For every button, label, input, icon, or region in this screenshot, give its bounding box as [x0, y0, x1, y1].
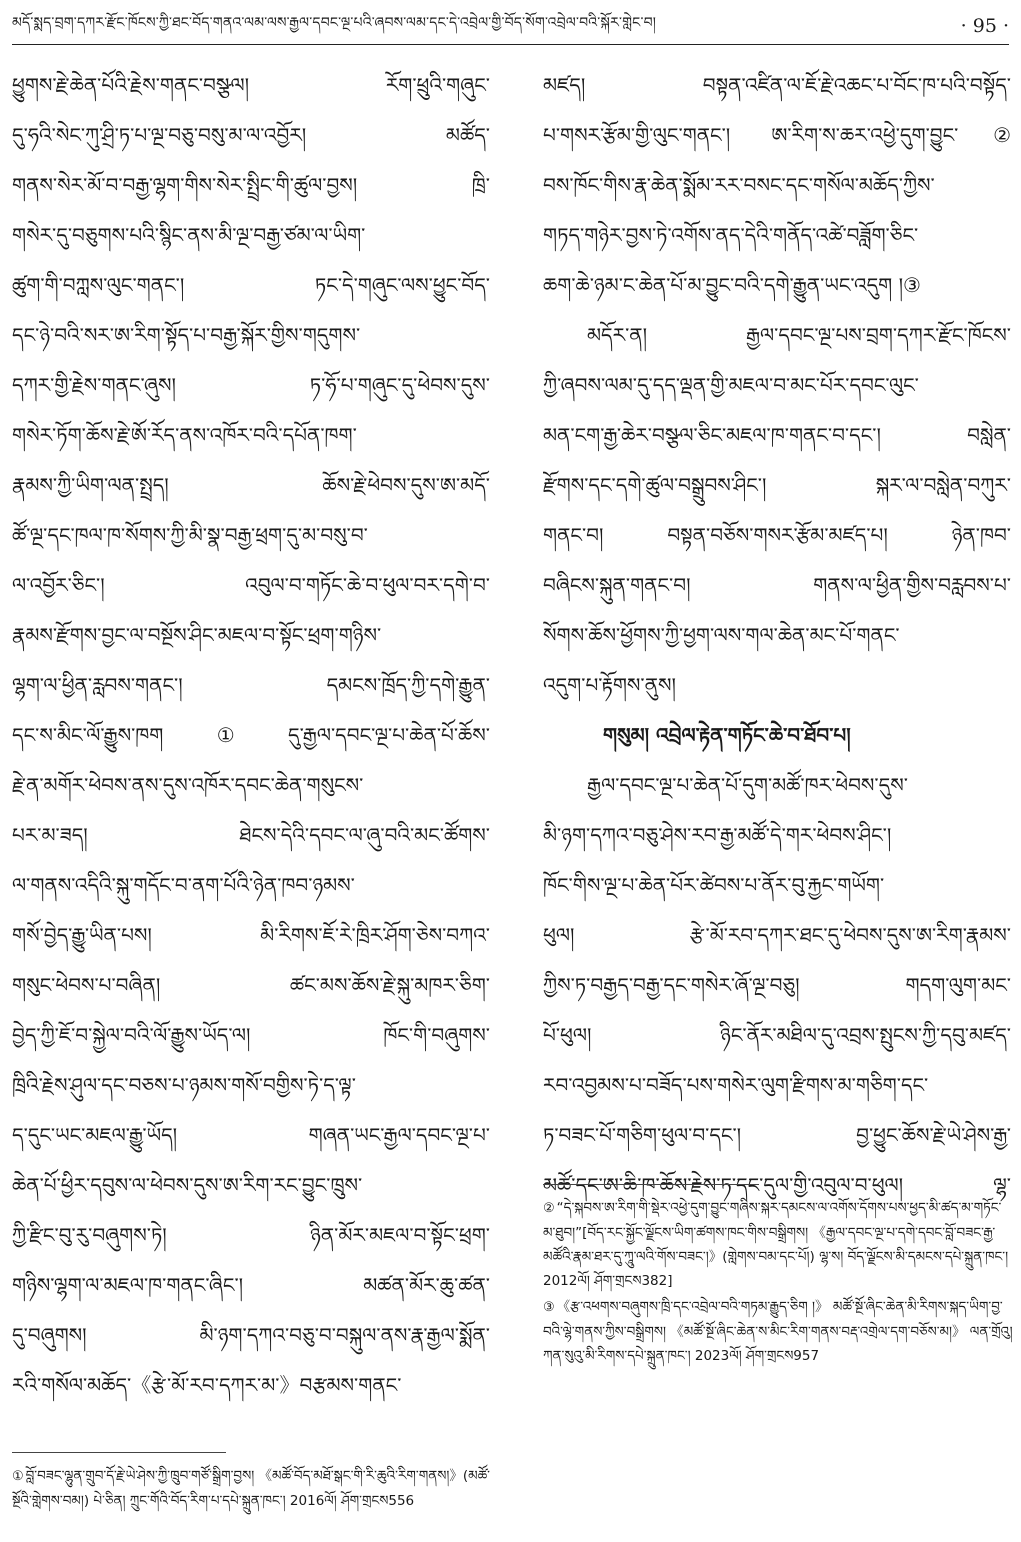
text-line: གནས་སེར་མོ་བ་བརྒྱ་ལྷག་གིས་སེར་སྤྲིང་གི་ཚུལ་བྱས། ཁྲི་ [12, 173, 490, 197]
text-line: ཆེན་པོ་ཕྱིར་དབུས་ལ་ཕེབས་དུས་ཨ་རིག་རང་བྱུང་ཁྲུས་ [12, 1173, 363, 1197]
footnote [543, 1196, 1013, 1293]
text-line: པོ་ཕུལ། ཉིང་ནོར་མཐིལ་དུ་འབྲས་སྤུངས་ཀྱི་དབུ་མཛད་ [543, 1023, 1011, 1047]
header-title: མདོ་སྨད་བྲག་དཀར་རྫོང་ཁོངས་ཀྱི་ཐང་བོད་གནའ་ལམ་ལས་རྒྱལ་དབང་ལྔ་པའི་ཞབས་ལམ་དང་དེ་འབྲེལ་གྱི་བོད་སོག་འབྲེལ་བའི་སྐོར་གླེང་བ། [12, 15, 657, 31]
text-line: དང་ཉེ་བའི་སར་ཨ་རིག་སྟོད་པ་བརྒྱ་སྐོར་གྱིས་གདུགས་ [12, 323, 361, 347]
text-line: ཚུག་གི་བཀླས་ལུང་གནང་། ཏང་དེ་གཞུང་ལས་ཕྱུང་བོད་ [12, 273, 490, 297]
text-line: ད་དུང་ཡང་མཇལ་རྒྱུ་ཡོད། གཞན་ཡང་རྒྱལ་དབང་ལྔ་པ་ [12, 1123, 490, 1147]
text-line: ཏ་བཟང་པོ་གཅིག་ཕུལ་བ་དང་། བྱ་ཕྱུང་ཆོས་རྗེ་ཡེ་ཤེས་རྒྱ་ [543, 1123, 1011, 1147]
footnote-marker: ② [543, 1201, 555, 1216]
text-line: མཚོ་དང་ཨ་ཆི་ཁ་ཆོས་རྗེས་ཏ་དང་དུལ་གྱི་འབུལ་བ་ཕུལ། ལྷ་ [543, 1173, 1011, 1197]
text-line: ལ་གནས་འདིའི་སྐུ་གདོང་བ་ནག་པོའི་ཉེན་ཁབ་ཉམས་ [12, 873, 355, 897]
left-column [12, 60, 490, 1410]
text-line: གསེར་དུ་བཅུགས་པའི་སྙིང་ནས་མི་ལྔ་བརྒྱ་ཙམ་ལ་ཡིག་ [12, 223, 366, 247]
text-line: རྣམས་རྫོགས་བྱང་ལ་བསྔོས་ཤིང་མཇལ་བ་སྟོང་ཕྲག་གཉིས་ [12, 623, 382, 647]
text-line: བྱེད་ཀྱི་ཇོ་བ་སྐྱེལ་བའི་ལོ་རྒྱུས་ཡོད་ལ། ཁོང་གི་བཞུགས་ [12, 1023, 490, 1047]
text-line: མན་ངག་རྒྱ་ཆེར་བསྩལ་ཅིང་མཇལ་ཁ་གནང་བ་དང་། བསླེན་ [543, 423, 1011, 447]
text-line: ཚོ་ལྔ་དང་ཁལ་ཁ་སོགས་ཀྱི་མི་སྣ་བརྒྱ་ཕྲག་དུ་མ་བསུ་བ་ [12, 523, 368, 547]
footnote [543, 1295, 1013, 1368]
text-line: བས་ཁོང་གིས་རྣ་ཆེན་སྨོམ་རར་བསང་དང་གསོལ་མཆོད་ཀྱིས་ [543, 173, 935, 197]
page-number: · 95 · [960, 15, 1009, 37]
text-line: དཀར་གྱི་རྗེས་གནང་ཞུས། ཏ་ཧོ་པ་གཞུང་དུ་ཕེབས་དུས་ [12, 373, 490, 397]
text-line: ཀྱི་ཞབས་ལམ་དུ་དད་ལྡན་གྱི་མཇལ་བ་མང་པོར་དབང་ལུང་ [543, 373, 919, 397]
text-line: གསུང་ཕེབས་པ་བཞིན། ཚང་མས་ཆོས་རྗེ་སྐུ་མཁར་ཅིག་ [12, 973, 490, 997]
text-line: གནང་བ། བསྟན་བཅོས་གསར་རྩོམ་མཛད་པ། ཉེན་ཁབ་ [543, 523, 1011, 547]
footnote-rule-left [12, 1452, 226, 1453]
text-line: ཆག་ཆེ་ཉམ་ང་ཆེན་པོ་མ་བྱུང་བའི་དགེ་རྒྱུན་ཡང་འདུག །③ [543, 273, 921, 297]
text-line: པར་མ་ཟད། ཐེངས་དེའི་དབང་ལ་ཞུ་བའི་མང་ཚོགས་ [12, 823, 490, 847]
text-line: ཕུལ། རྩེ་མོ་རབ་དཀར་ཐང་དུ་ཕེབས་དུས་ཨ་རིག་རྣམས་ [543, 923, 1011, 947]
running-header [12, 8, 1009, 45]
footnote-text: 《རྩ་འཕགས་བཞུགས་ཁྲི་དང་འབྲེལ་བའི་གཏམ་རྒྱུད་ཅིག །》 མཚོ་སྔོ་ཞིང་ཆེན་མི་རིགས་སྐད་ཡིག་བྱ་བའི་ལྷེ་གནས་ཀྱིས་བསྒྲིགས། 《མཚོ་སྔོ་ཞིང་ཆེན་ས་མིང་རིག་གནས་བརྡ་འགྲེལ་དག་བཅོས་མ།》 ལན་གྲོའུ། ཀན་སུའུ་མི་རིགས་དཔེ་སྐྲུན་ཁང་། 2023ལོ། ཤོག་གྲངས957 [543, 1299, 1013, 1364]
footnotes-left [12, 1464, 490, 1515]
footnote [12, 1464, 490, 1513]
text-line: མི་ཉག་དཀའ་བཅུ་ཤེས་རབ་རྒྱ་མཚོ་དེ་གར་ཕེབས་ཤིང་། [543, 823, 892, 847]
text-line: རབ་འབྱམས་པ་བཟོད་པས་གསེར་ལུག་རྫིགས་མ་གཅིག་དང་ [543, 1073, 929, 1097]
text-line: རའི་གསོལ་མཆོད་《རྩེ་མོ་རབ་དཀར་མ་》བརྩམས་གནང་ [12, 1373, 402, 1397]
footnote-text: བློ་བཟང་ལྷུན་གྲུབ་དོ་རྗེ་ཡེ་ཤེས་ཀྱི་ཁྲུབ་གཙོ་སྒྲིག་བྱས། 《མཚོ་བོད་མཐོ་སྒང་གི་རི་ཆུའི་རིག་གནས།》(མཚོ་སྔོའི་གླེགས་བམ།) པེ་ཅིན། ཀྲུང་གོའི་བོད་རིག་པ་དཔེ་སྐྲུན་ཁང་། 2016ལོ། ཤོག་གྲངས556 [12, 1468, 491, 1509]
text-line: ཁྲིའི་རྗེས་ཤུལ་དང་བཅས་པ་ཉམས་གསོ་བགྱིས་ཏེ་ད་ལྟ་ [12, 1073, 356, 1097]
text-line: དུ་བཞུགས། མི་ཉག་དཀའ་བཅུ་བ་བསྐུལ་ནས་རྣ་རྒྱལ་སྨོན་ [12, 1323, 490, 1347]
text-line: ཀྱིས་ཏ་བརྒྱད་བརྒྱ་དང་གསེར་ཞོ་ལྔ་བཅུ། གདག་ལུག་མང་ [543, 973, 1011, 997]
text-line: རྒྱལ་དབང་ལྔ་པ་ཆེན་པོ་དུག་མཚོ་ཁར་ཕེབས་དུས་ [587, 773, 908, 797]
text-line: ཀྱི་རྫིང་བུ་རུ་བཞུགས་ཏེ། ཉིན་མོར་མཇལ་བ་སྟོང་ཕྲག་ [12, 1223, 490, 1247]
text-line: གསེར་ཏོག་ཆོས་རྗེ་ཨོ་རོད་ནས་འཁོར་བའི་དཔོན་ཁག་ [12, 423, 357, 447]
text-line: གཉིས་ལྷག་ལ་མཇལ་ཁ་གནང་ཞིང་། མཚན་མོར་ཆུ་ཚན་ [12, 1273, 490, 1297]
text-line: མཛད། བསྟན་འཛིན་ལ་ཇོ་རྗེ་འཆང་པ་བོང་ཁ་པའི་བསྟོད་ [543, 73, 1011, 97]
footnotes-right [543, 1196, 1013, 1370]
text-line: རྗེ་ན་མགོར་ཕེབས་ནས་དུས་འཁོར་དབང་ཆེན་གསུངས་ [12, 773, 364, 797]
text-line: ལ་འབྱོར་ཅིང་། འབུལ་བ་གཏོང་ཆེ་བ་ཕུལ་བར་དགེ་བ་ [12, 573, 490, 597]
right-column-text-bottom [543, 760, 1011, 1210]
text-line: རྣམས་ཀྱི་ཡིག་ལན་སྤྲད། ཆོས་རྗེ་ཕེབས་དུས་ཨ་མདོ་ [12, 473, 490, 497]
text-line: ཁོང་གིས་ལྔ་པ་ཆེན་པོར་ཚེབས་པ་ནོར་བུ་རྐྱང་གཡོག་ [543, 873, 885, 897]
footnote-marker: ① [12, 1469, 24, 1484]
footnote-rule-right [543, 1184, 759, 1185]
text-line: པ་གསར་རྩོམ་གྱི་ལུང་གནང་། ཨ་རིག་ས་ཆར་འཕྱེ་དུག་བྱུང་② [543, 123, 1011, 147]
right-column [543, 60, 1011, 1210]
section-heading: གསུམ། འབྲེལ་རྟེན་གཏོང་ཆེ་བ་ཐོབ་པ། [603, 723, 851, 747]
text-line: རྫོགས་དང་དགེ་ཚུལ་བསྒྲུབས་ཤིང་། སྐར་ལ་བསླེན་བཀུར་ [543, 473, 1011, 497]
text-line: སོགས་ཆོས་ཕྱོགས་ཀྱི་ཕྱག་ལས་གལ་ཆེན་མང་པོ་གནང་ [543, 623, 900, 647]
footnote-text: “དེ་སྐབས་ཨ་རིག་གི་སྡེར་འཕྱེ་དུག་བྱུང་གཞིས་སྐར་དམངས་ལ་འགོས་དོགས་པས་ཕྱད་མི་ཚད་མ་གཏོང་མ་ཐུབ།”[བོད་རང་སྐྱོང་ལྗོངས་ཡིག་ཚགས་ཁང་གིས་བསྒྲིགས། 《རྒྱལ་དབང་ལྔ་པ་དགེ་དབང་བློ་བཟང་རྒྱ་མཚོའི་རྣམ་ཐར་དུ་ཀཱུ་ལའི་གོས་བཟང་།》(གླེགས་བམ་དང་པོ།) ལྷ་ས། བོད་ལྗོངས་མི་དམངས་དཔེ་སྐྲུན་ཁང་། 2012ལོ། ཤོག་གྲངས382] [543, 1200, 1009, 1289]
footnote-marker: ③ [543, 1300, 555, 1315]
text-line: དང་ས་མིང་ལོ་རྒྱུས་ཁག①དུ་རྒྱལ་དབང་ལྔ་པ་ཆེན་པོ་ཆོས་ [12, 723, 490, 747]
left-column-text [12, 60, 490, 1410]
text-line: བཞིངས་སྐུན་གནང་བ། གནས་ལ་ཕྱིན་གྱིས་བརླབས་པ་ [543, 573, 1011, 597]
text-line: ཕྱུགས་རྗེ་ཆེན་པོའི་རྗེས་གནང་བསྩལ། རོག་ཕྲུའི་གཞུང་ [12, 73, 490, 97]
text-line: དུ་ཧའི་སེང་ཀུ་ཤྲི་ཏ་པ་ལྔ་བཅུ་བསུ་མ་ལ་འབྱོར། མཚོད་ [12, 123, 490, 147]
right-column-text-top [543, 60, 1011, 710]
text-line: འདུག་པ་རྟོགས་ནུས། [543, 673, 676, 697]
text-line: མདོར་ན། རྒྱལ་དབང་ལྔ་པས་བྲག་དཀར་རྫོང་ཁོངས་ [587, 323, 1011, 347]
text-line: ལྷག་ལ་ཕྱིན་རླབས་གནང་། དམངས་ཁྲོད་ཀྱི་དགེ་རྒྱུན་ [12, 673, 490, 697]
text-line: གསོ་བྱེད་རྒྱུ་ཡིན་པས། མི་རིགས་ཇོ་རེ་ཁྲིར་ཤོག་ཅེས་བཀའ་ [12, 923, 490, 947]
text-line: གཏད་གཉེར་བྱས་ཏེ་འགོས་ནད་དེའི་གནོད་འཚེ་བཟློག་ཅིང་ [543, 223, 919, 247]
